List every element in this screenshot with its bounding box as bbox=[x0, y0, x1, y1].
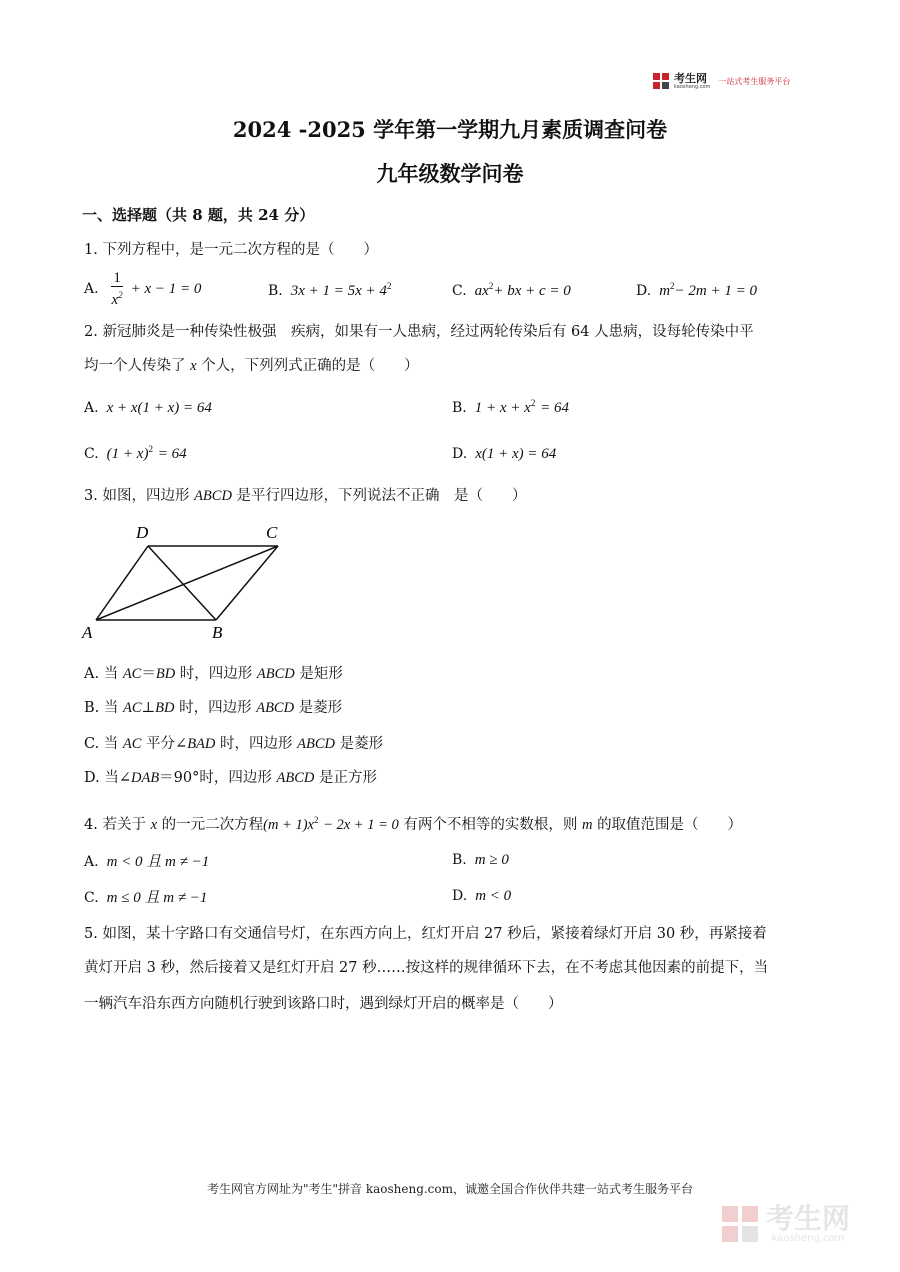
option-label: C. bbox=[452, 283, 467, 299]
option-label: D. bbox=[452, 888, 468, 904]
expression: m < 0 且 m ≠ −1 bbox=[106, 854, 210, 870]
q3-option-a bbox=[84, 664, 343, 684]
watermark-domain: kaosheng.com bbox=[771, 1232, 845, 1244]
option-var: ABCD bbox=[297, 736, 335, 752]
option-var: ABCD bbox=[256, 666, 295, 682]
fraction-numerator: 1 bbox=[113, 270, 121, 286]
q1-stem: 1. 下列方程中，是一元二次方程的是（ ） bbox=[84, 242, 378, 258]
header-logo bbox=[652, 72, 790, 90]
expression: 1 + x + x bbox=[474, 400, 531, 416]
den-var: x bbox=[111, 292, 119, 308]
vertex-label-d: D bbox=[136, 523, 149, 542]
expression: 3x + 1 = 5x + 4 bbox=[290, 283, 387, 299]
option-label: B. bbox=[452, 852, 467, 868]
option-var: BD bbox=[155, 666, 176, 682]
option-text: 时，四边形 bbox=[220, 736, 293, 752]
q2-option-b bbox=[452, 398, 569, 417]
option-var: AC bbox=[122, 666, 142, 682]
option-var: BD bbox=[155, 700, 175, 716]
option-var: ABCD bbox=[276, 770, 315, 786]
option-text: 是菱形 bbox=[298, 700, 343, 716]
option-var: ABCD bbox=[256, 700, 295, 716]
expression: = 64 bbox=[157, 446, 187, 462]
option-label: A. bbox=[84, 854, 99, 870]
logo-text bbox=[674, 73, 710, 90]
option-text: A. 当 bbox=[84, 666, 119, 682]
watermark-name: 考生网 bbox=[766, 1201, 851, 1235]
parallelogram-figure bbox=[70, 518, 330, 650]
q1-option-b bbox=[268, 281, 391, 300]
q2-option-d bbox=[452, 444, 556, 463]
diagonal-bd bbox=[148, 546, 216, 620]
expression: + bx + c = 0 bbox=[493, 283, 571, 299]
q1-option-c bbox=[452, 281, 571, 300]
page-title: 2024 -2025 学年第一学期九月素质调查问卷 bbox=[232, 117, 668, 142]
q3-text: 3. 如图，四边形 bbox=[84, 488, 190, 504]
q3-option-b bbox=[84, 698, 342, 718]
option-text: ＝90°时，四边形 bbox=[159, 770, 272, 786]
q2-stem-line1: 2. 新冠肺炎是一种传染性极强 疾病，如果有一人患病，经过两轮传染后有 64 人患病，设每轮传染中平 bbox=[84, 324, 754, 340]
expression: (1 + x) bbox=[106, 446, 149, 462]
q4-option-c bbox=[84, 886, 207, 907]
option-text: 时，四边形 bbox=[179, 700, 252, 716]
option-text: C. 当 bbox=[84, 736, 119, 752]
option-label: C. bbox=[84, 446, 99, 462]
q5-stem-line1: 5. 如图，某十字路口有交通信号灯，在东西方向上，红灯开启 27 秒后，紧接着绿灯开启 30 秒，再紧接着 bbox=[84, 926, 767, 942]
q4-text: 的取值范围是（ ） bbox=[597, 816, 743, 833]
option-text: 是菱形 bbox=[339, 736, 384, 752]
option-label: A. bbox=[84, 281, 99, 297]
q4-equation: (m + 1)x bbox=[263, 816, 314, 833]
option-var: AC bbox=[122, 700, 142, 716]
option-label: B. bbox=[268, 283, 283, 299]
expression: m ≤ 0 且 m ≠ −1 bbox=[106, 890, 208, 906]
expression: ax bbox=[474, 283, 489, 299]
option-text: ＝ bbox=[141, 666, 156, 682]
vertex-label-b: B bbox=[212, 623, 223, 642]
expression: x(1 + x) = 64 bbox=[475, 446, 557, 462]
option-label: A. bbox=[84, 400, 99, 416]
q3-stem bbox=[84, 486, 527, 506]
option-text: B. 当 bbox=[84, 700, 119, 716]
section-heading: 一、选择题（共 8 题，共 24 分） bbox=[82, 206, 315, 224]
expression: = 64 bbox=[540, 400, 569, 416]
q4-variable: m bbox=[581, 816, 593, 833]
q2-text: 均一个人传染了 bbox=[84, 358, 186, 374]
option-text: D. 当∠ bbox=[84, 770, 131, 786]
option-var: AC bbox=[122, 736, 142, 752]
vertex-label-c: C bbox=[266, 523, 278, 542]
brand-domain: kaosheng.com bbox=[674, 83, 711, 90]
page-footer: 考生网官方网址为"考生"拼音 kaosheng.com，诚邀全国合作伙伴共建一站式考生服务平台 bbox=[206, 1182, 694, 1196]
diagonal-ac bbox=[96, 546, 278, 620]
expression: x + x(1 + x) = 64 bbox=[106, 400, 212, 416]
exponent: 2 bbox=[148, 444, 153, 454]
exponent: 2 bbox=[386, 281, 392, 291]
q3-option-c bbox=[84, 734, 383, 754]
q3-text: 是平行四边形，下列说法不正确 是（ ） bbox=[236, 488, 527, 504]
q1-option-d bbox=[636, 281, 757, 300]
q2-stem-line2 bbox=[84, 356, 419, 376]
exponent: 2 bbox=[530, 398, 536, 408]
q4-variable: x bbox=[150, 816, 157, 833]
option-text: ⊥ bbox=[141, 700, 156, 716]
exponent: 2 bbox=[313, 815, 319, 825]
option-var: DAB bbox=[130, 770, 160, 786]
edge-bc bbox=[216, 546, 278, 620]
exponent: 2 bbox=[670, 281, 675, 291]
option-text: 时，四边形 bbox=[179, 666, 253, 682]
option-label: D. bbox=[636, 283, 652, 299]
q4-option-d bbox=[452, 886, 511, 905]
q2-option-c bbox=[84, 444, 187, 463]
option-text: 是矩形 bbox=[299, 666, 343, 682]
q4-text: 有两个不相等的实数根，则 bbox=[403, 816, 578, 833]
watermark-logo-icon bbox=[720, 1204, 760, 1244]
option-label: C. bbox=[84, 890, 99, 906]
option-text: 是正方形 bbox=[318, 770, 377, 786]
q4-text: 的一元二次方程 bbox=[161, 816, 264, 833]
q5-stem-line3: 一辆汽车沿东西方向随机行驶到该路口时，遇到绿灯开启的概率是（ ） bbox=[84, 996, 563, 1012]
option-var: BAD bbox=[187, 736, 216, 752]
q2-option-a bbox=[84, 398, 212, 417]
expression: m ≥ 0 bbox=[474, 852, 509, 868]
q3-variable: ABCD bbox=[194, 488, 232, 504]
vertex-label-a: A bbox=[82, 623, 93, 642]
exponent: 2 bbox=[488, 281, 494, 291]
q3-option-d bbox=[84, 768, 377, 788]
q2-variable: x bbox=[190, 358, 197, 374]
brand-name: 考生网 bbox=[674, 71, 707, 85]
exponent: 2 bbox=[118, 290, 123, 300]
q1-option-a bbox=[84, 270, 201, 308]
expression: + x − 1 = 0 bbox=[130, 281, 202, 297]
q4-equation: − 2x + 1 = 0 bbox=[323, 816, 399, 833]
watermark bbox=[720, 1201, 851, 1244]
q2-text: 个人，下列列式正确的是（ ） bbox=[201, 358, 419, 374]
expression: − 2m + 1 = 0 bbox=[674, 283, 757, 299]
q4-stem bbox=[84, 810, 742, 835]
expression: m < 0 bbox=[475, 888, 512, 904]
watermark-text bbox=[766, 1201, 851, 1244]
expression: m bbox=[659, 283, 671, 299]
option-label: B. bbox=[452, 400, 467, 416]
q4-option-b bbox=[452, 850, 509, 869]
kaosheng-logo-icon bbox=[652, 72, 670, 90]
brand-slogan: 一站式考生服务平台 bbox=[718, 76, 791, 86]
q5-stem-line2: 黄灯开启 3 秒，然后接着又是红灯开启 27 秒……按这样的规律循环下去，在不考虑其他因素的前提下，当 bbox=[84, 960, 769, 976]
q4-text: 4. 若关于 bbox=[84, 816, 146, 833]
option-text: 平分∠ bbox=[146, 736, 188, 752]
q4-option-a bbox=[84, 850, 209, 871]
option-label: D. bbox=[452, 446, 468, 462]
page-subtitle: 九年级数学问卷 bbox=[376, 161, 524, 186]
fraction bbox=[111, 270, 123, 308]
fraction-denominator bbox=[112, 287, 123, 308]
